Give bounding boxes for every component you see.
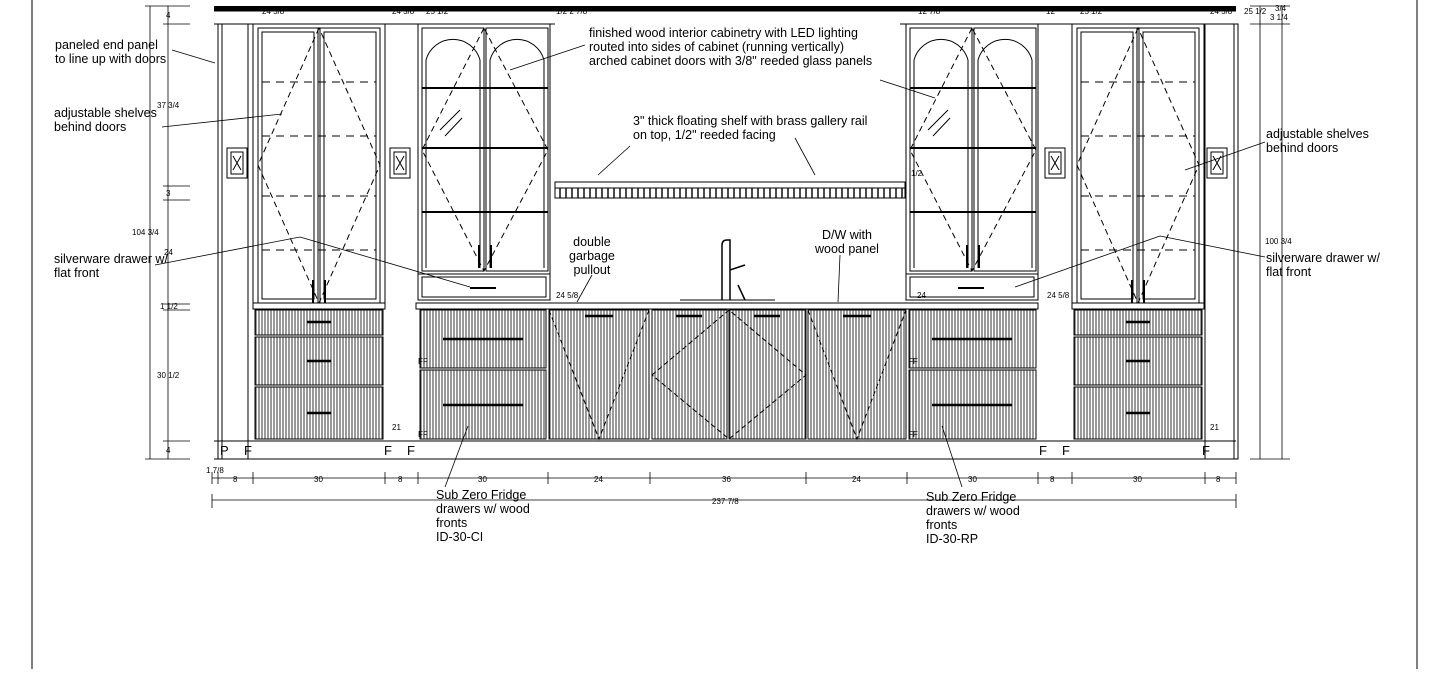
dim-left-8: 4 <box>166 446 171 455</box>
dim-left-6: 1 1/2 <box>160 302 178 311</box>
dim-counter-1: 24 5/8 <box>556 291 579 300</box>
note-line: finished wood interior cabinetry with LED lighting <box>589 26 858 40</box>
base-cabinets <box>255 310 1202 439</box>
note-dishwasher <box>815 228 879 256</box>
note-fridge-left <box>436 488 530 544</box>
dim-counter-5: 21 <box>1210 423 1219 432</box>
dim-counter-4: 21 <box>392 423 401 432</box>
note-line: ID-30-RP <box>926 532 979 546</box>
note-line: garbage <box>569 249 615 263</box>
tag-filler-2: F <box>384 443 392 458</box>
note-garbage <box>569 235 615 277</box>
dim-bottom-1: 1 7/8 <box>206 466 224 475</box>
dim-counter-6: 1/2 <box>911 169 923 178</box>
dim-left-1: 4 <box>166 11 171 20</box>
note-line: double <box>573 235 611 249</box>
note-line: flat front <box>1266 265 1312 279</box>
note-line: Sub Zero Fridge <box>436 488 527 502</box>
dim-top-2: 24 5/8 <box>392 7 415 16</box>
dim-top-1: 24 5/8 <box>262 7 285 16</box>
note-line: fronts <box>926 518 958 532</box>
dim-bottom-5: 30 <box>478 475 487 484</box>
tag-ff-1: FF <box>418 357 428 366</box>
dim-bottom-2: 8 <box>233 475 238 484</box>
note-line: adjustable shelves <box>1266 127 1369 141</box>
note-line: ID-30-CI <box>436 530 484 544</box>
tag-filler-3: F <box>407 443 415 458</box>
dim-bottom-6: 24 <box>594 475 603 484</box>
dim-left-2: 37 3/4 <box>157 101 180 110</box>
tag-filler-6: F <box>1202 443 1210 458</box>
dim-top-8: 24 5/8 <box>1210 7 1233 16</box>
arched-cabinet-right <box>906 24 1038 300</box>
dim-bottom-9: 30 <box>968 475 977 484</box>
dim-right-3: 3/4 <box>1275 4 1287 13</box>
dim-bottom-8: 24 <box>852 475 861 484</box>
arched-cabinet-left <box>418 24 550 300</box>
note-line: arched cabinet doors with 3/8" reeded glass panels <box>589 54 873 68</box>
note-line: 3" thick floating shelf with brass gallery rail <box>633 114 868 128</box>
note-line: on top, 1/2" reeded facing <box>633 128 776 142</box>
note-shelves-left <box>54 106 157 134</box>
note-line: drawers w/ wood <box>436 502 530 516</box>
note-line: to line up with doors <box>55 52 167 66</box>
note-line: paneled end panel <box>55 38 158 52</box>
note-shelves-right <box>1266 127 1369 155</box>
dim-bottom-7: 36 <box>722 475 731 484</box>
dim-top-3: 25 1/2 <box>426 7 449 16</box>
note-line: behind doors <box>54 120 127 134</box>
note-line: pullout <box>573 263 611 277</box>
dim-left-4: 104 3/4 <box>132 228 159 237</box>
dim-overall: 237 7/8 <box>712 497 739 506</box>
dim-counter-2: 24 <box>917 291 926 300</box>
note-end-panel <box>55 38 166 66</box>
note-line: silverware drawer w/ <box>1266 251 1380 265</box>
note-line: Sub Zero Fridge <box>926 490 1017 504</box>
note-line: fronts <box>436 516 468 530</box>
note-line: flat front <box>54 266 100 280</box>
dim-right-1: 3 1/4 <box>1270 13 1288 22</box>
tall-cabinet-right <box>1072 24 1204 307</box>
note-line: D/W with <box>821 228 872 242</box>
dim-bottom-11: 30 <box>1133 475 1142 484</box>
tag-filler-5: F <box>1062 443 1070 458</box>
note-line: wood panel <box>815 242 879 256</box>
tall-cabinet-left <box>253 24 385 307</box>
tag-ff-4: FF <box>908 430 918 439</box>
dim-top-9: 25 1/2 <box>1244 7 1267 16</box>
dim-left-3: 3 <box>166 189 171 198</box>
tag-ff-3: FF <box>908 357 918 366</box>
note-floating-shelf <box>633 114 867 142</box>
dim-left-5: 24 <box>164 248 173 257</box>
floating-shelf <box>555 182 905 198</box>
dim-top-7: 25 1/2 <box>1080 7 1103 16</box>
dim-bottom-4: 8 <box>398 475 403 484</box>
faucet <box>680 240 775 300</box>
tag-filler-4: F <box>1039 443 1047 458</box>
countertop <box>253 303 1204 309</box>
dim-left-7: 30 1/2 <box>157 371 180 380</box>
tag-panel: P <box>220 443 229 458</box>
dim-right-2: 100 3/4 <box>1265 237 1292 246</box>
note-line: drawers w/ wood <box>926 504 1020 518</box>
tag-filler-1: F <box>244 443 252 458</box>
note-line: silverware drawer w/ <box>54 252 168 266</box>
dim-counter-3: 24 5/8 <box>1047 291 1070 300</box>
note-line: behind doors <box>1266 141 1339 155</box>
dim-top-6: 12 <box>1046 7 1055 16</box>
dim-bottom-12: 8 <box>1216 475 1221 484</box>
tag-ff-2: FF <box>418 430 428 439</box>
dim-top-4: 1/2 2 7/8 <box>556 7 588 16</box>
dim-top-5: 12 7/8 <box>918 7 941 16</box>
note-silverware-right <box>1266 251 1380 279</box>
dim-bottom-10: 8 <box>1050 475 1055 484</box>
note-line: routed into sides of cabinet (running vertically) <box>589 40 844 54</box>
note-line: adjustable shelves <box>54 106 157 120</box>
note-interior <box>589 26 872 68</box>
note-silverware-left <box>54 252 168 280</box>
note-fridge-right <box>926 490 1020 546</box>
dim-bottom-3: 30 <box>314 475 323 484</box>
